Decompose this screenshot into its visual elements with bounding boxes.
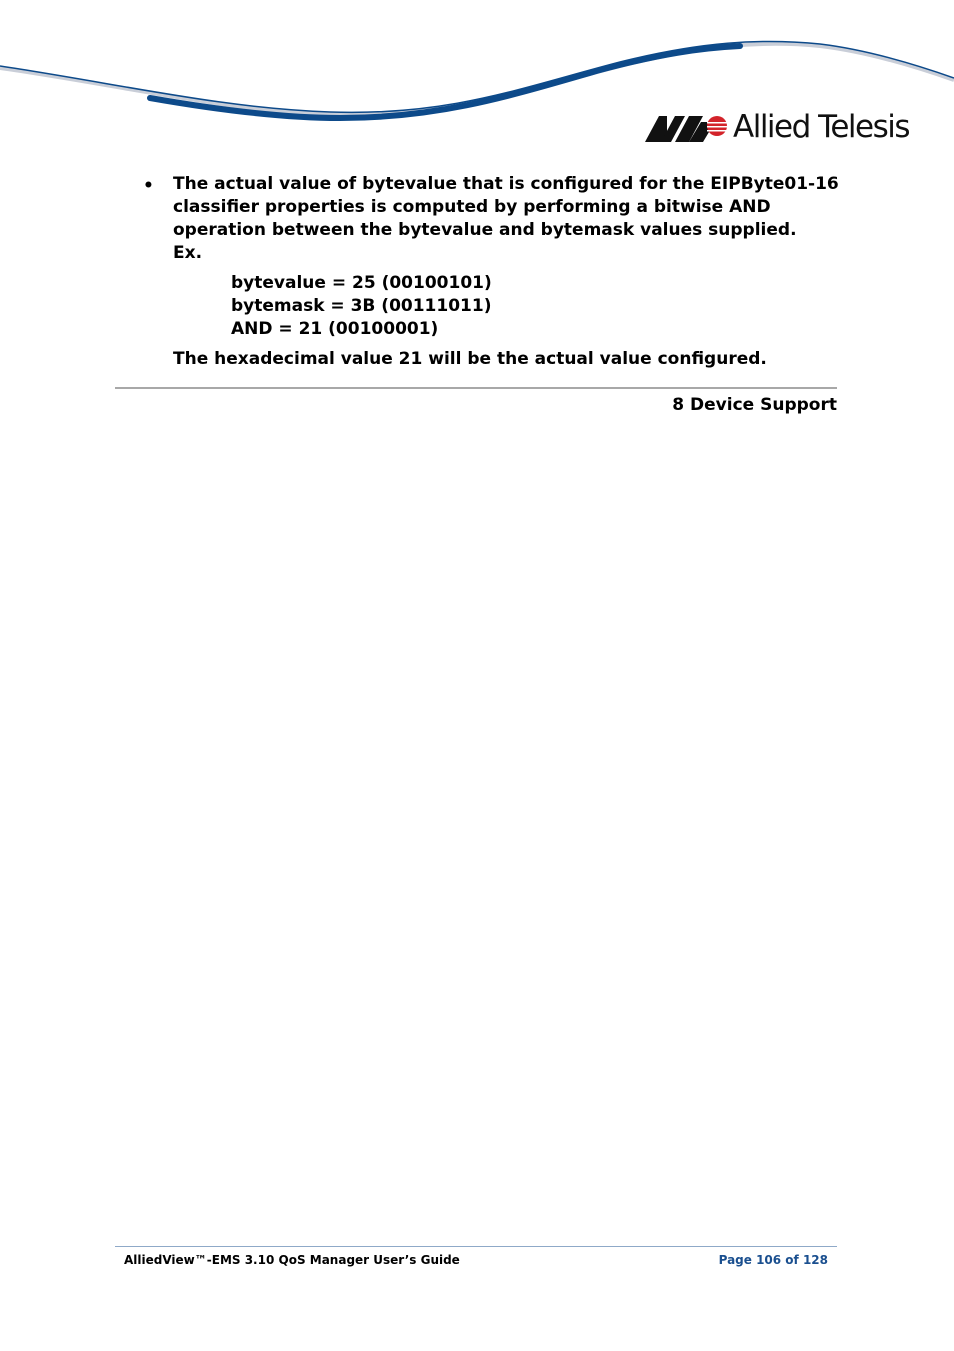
footer-page-number: Page 106 of 128	[718, 1253, 828, 1267]
example-label: Ex.	[173, 243, 203, 263]
conclusion-text: The hexadecimal value 21 will be the actual value configured.	[173, 349, 767, 369]
footer-divider	[115, 1246, 837, 1247]
bullet-point: •	[143, 176, 154, 196]
bitwise-and-paragraph: The actual value of bytevalue that is configured for the EIPByte01-16 classifier properties is computed by performing a bitwise AND operation between the bytevalue and bytemask values supplied.	[173, 174, 839, 240]
logo-wordmark: Allied Telesis	[733, 109, 909, 145]
example-line-and-result: AND = 21 (00100001)	[231, 319, 439, 339]
footer-guide-title: AlliedView™-EMS 3.10 QoS Manager User’s Guide	[124, 1253, 460, 1267]
allied-telesis-logo-icon	[645, 112, 729, 142]
example-line-bytemask: bytemask = 3B (00111011)	[231, 296, 492, 316]
example-line-bytevalue: bytevalue = 25 (00100101)	[231, 273, 492, 293]
company-logo	[645, 108, 909, 148]
section-title: 8 Device Support	[672, 395, 837, 415]
section-divider	[115, 387, 837, 389]
